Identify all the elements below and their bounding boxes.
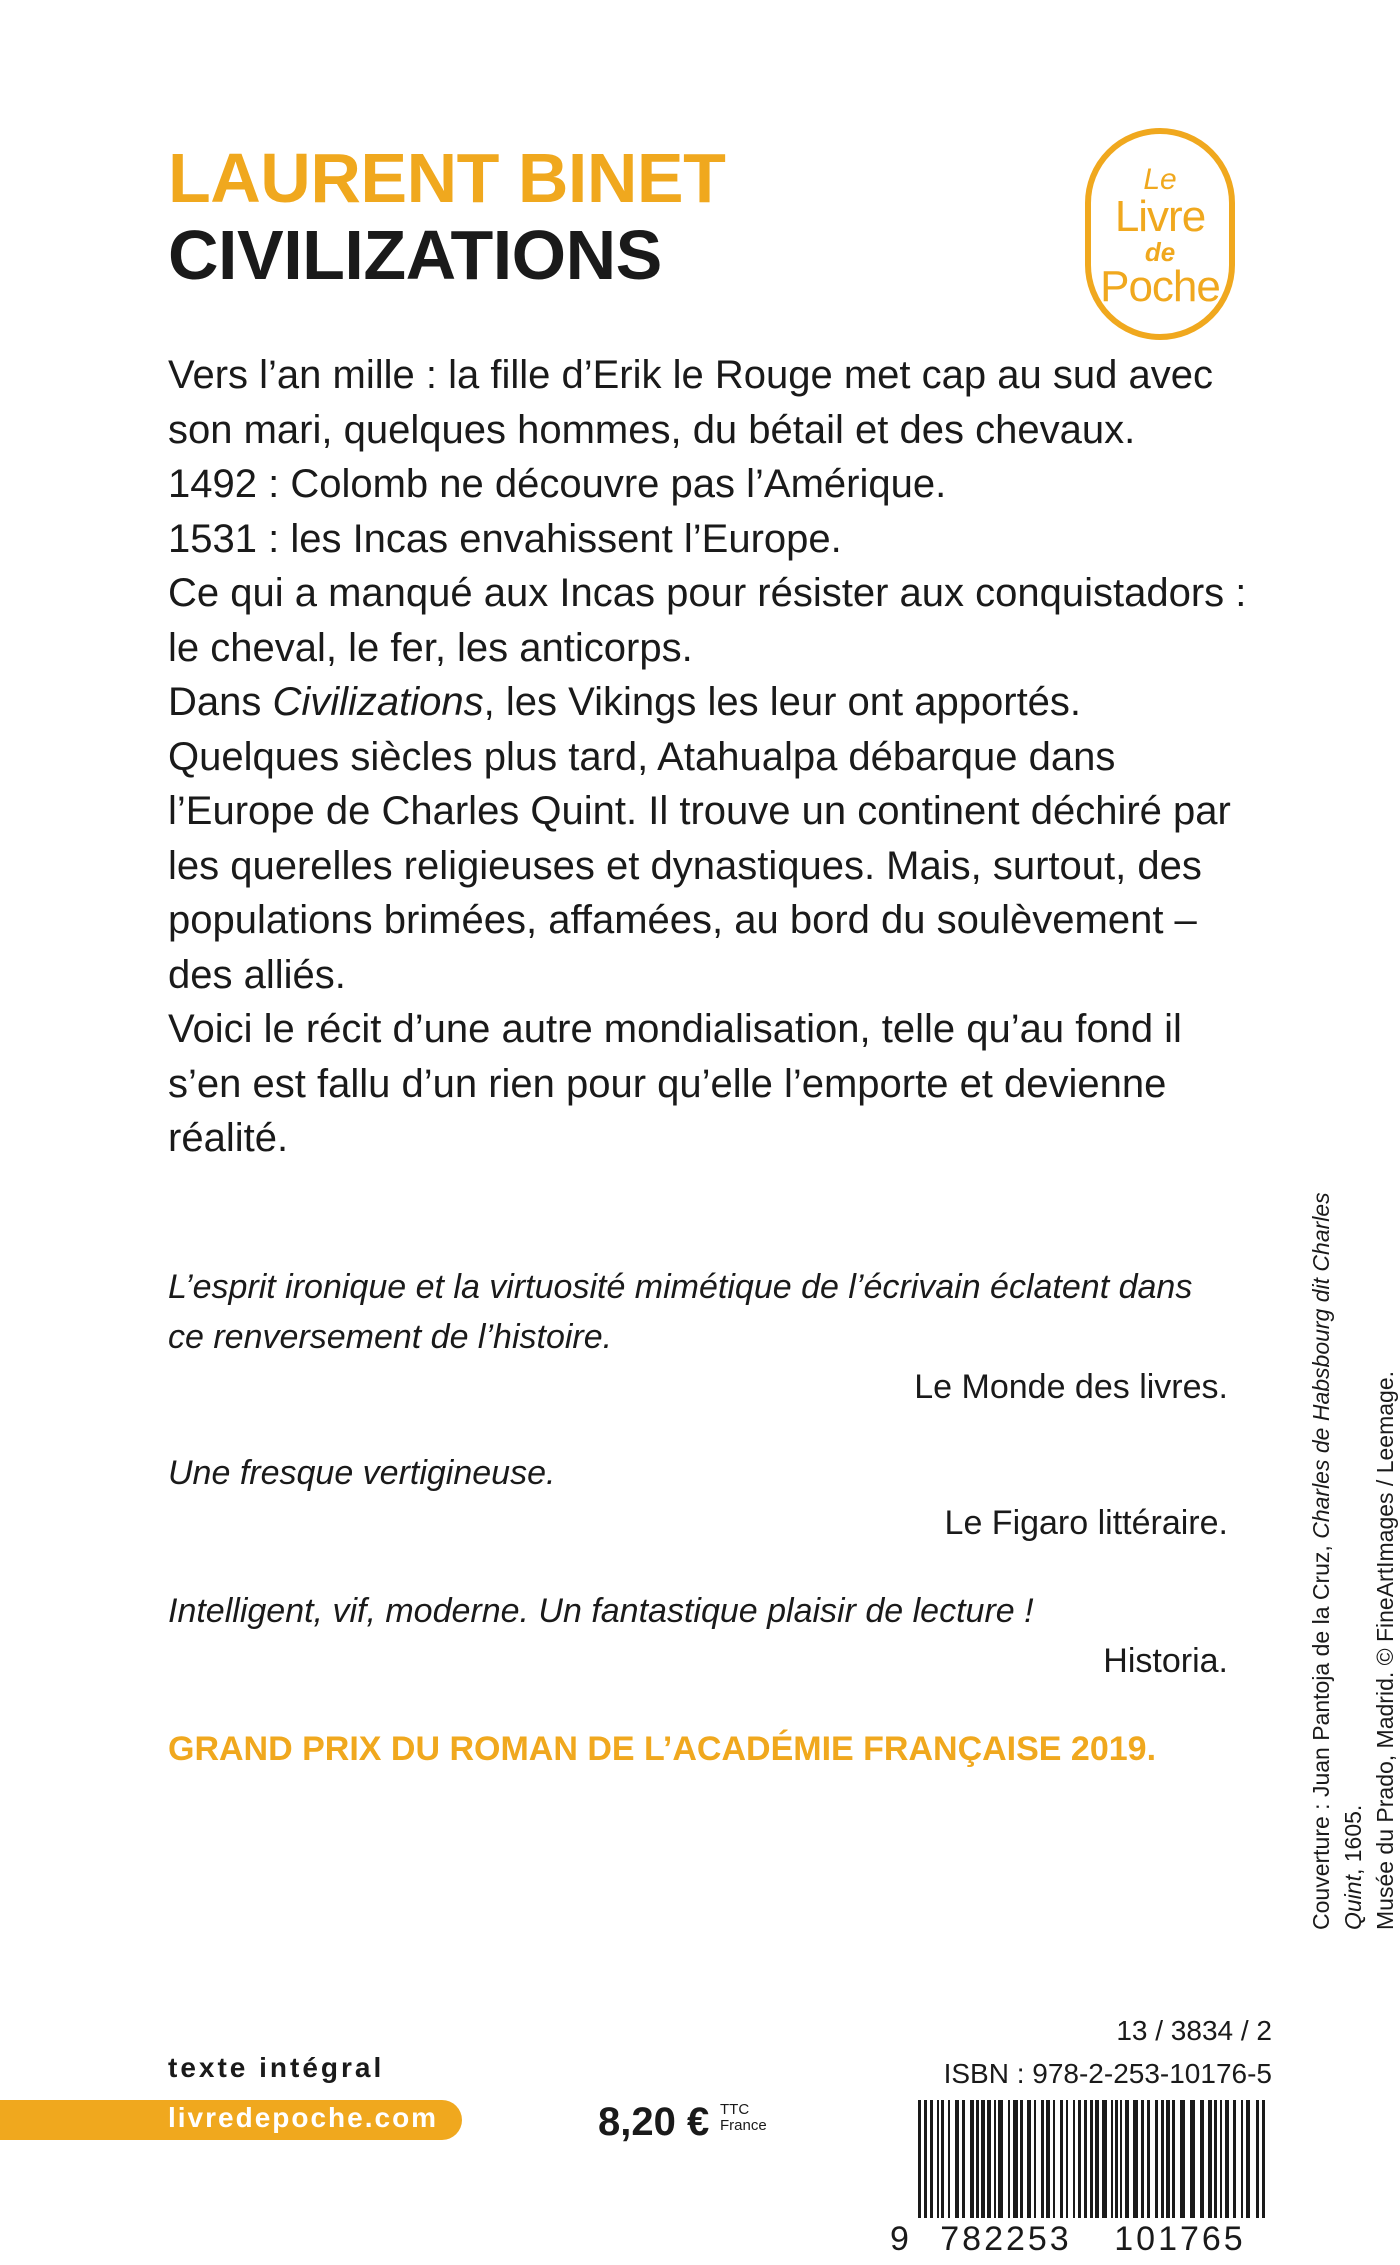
prize-banner: GRAND PRIX DU ROMAN DE L’ACADÉMIE FRANÇAISE 2019. xyxy=(168,1730,1157,1768)
review-quote: Intelligent, vif, moderne. Un fantastique plaisir de lecture ! xyxy=(168,1592,1034,1630)
barcode-bar xyxy=(948,2100,950,2218)
synopsis-paragraph: 1531 : les Incas envahissent l’Europe. xyxy=(168,516,842,561)
logo-line-2: Livre xyxy=(1114,192,1206,241)
synopsis xyxy=(168,348,1248,1166)
barcode-bar xyxy=(1060,2100,1063,2218)
barcode-bar xyxy=(1125,2100,1129,2218)
synopsis-paragraph: 1492 : Colomb ne découvre pas l’Amérique. xyxy=(168,462,947,506)
catalog-reference: 13 / 3834 / 2 xyxy=(1116,2015,1272,2046)
credit-text: , 1605. xyxy=(1340,1804,1366,1876)
barcode-bar xyxy=(1115,2100,1118,2218)
barcode-bar xyxy=(1111,2100,1113,2218)
barcode-bar xyxy=(1200,2100,1204,2218)
cover-credit xyxy=(1305,1190,1400,1930)
barcode-bar xyxy=(1041,2100,1044,2218)
barcode-bar xyxy=(987,2100,991,2218)
cover-credit-line: Musée du Prado, Madrid. © FineArtImages / Leemage. xyxy=(1372,1371,1398,1930)
barcode-bar xyxy=(1020,2100,1023,2218)
barcode-bar xyxy=(1241,2100,1243,2218)
isbn: ISBN : 978-2-253-10176-5 xyxy=(943,2058,1272,2089)
barcode-bar xyxy=(970,2100,974,2218)
barcode-bar xyxy=(1208,2100,1212,2218)
barcode-bar xyxy=(976,2100,979,2218)
barcode-bar xyxy=(1066,2100,1068,2218)
book-title: CIVILIZATIONS xyxy=(168,216,662,294)
review-quote: L’esprit ironique et la virtuosité mimétique de l’écrivain éclatent dans ce renversement de l’histoire. xyxy=(168,1268,1193,1356)
barcode-bar xyxy=(1046,2100,1050,2218)
price-tax-note xyxy=(720,2102,767,2134)
barcode-bar xyxy=(941,2100,944,2218)
barcode-bar xyxy=(1220,2100,1222,2218)
barcode-bar xyxy=(1141,2100,1144,2218)
synopsis-paragraph: Vers l’an mille : la fille d’Erik le Rouge met cap au sud avec son mari, quelques hommes, du bétail et des chevaux. xyxy=(168,353,1213,452)
review-source: Le Monde des livres. xyxy=(914,1368,1228,1406)
barcode-bar xyxy=(1246,2100,1250,2218)
barcode-bar xyxy=(1190,2100,1195,2218)
review xyxy=(168,1586,1228,1686)
texte-integral-label: texte intégral xyxy=(168,2052,385,2083)
logo-line-1: Le xyxy=(1143,163,1177,196)
barcode-digits-left: 782253 xyxy=(940,2220,1072,2256)
barcode-bar xyxy=(1166,2100,1170,2218)
barcode-bar xyxy=(998,2100,1003,2218)
synopsis-italic-title: Civilizations xyxy=(272,680,484,724)
author-name: LAURENT BINET xyxy=(168,139,726,217)
barcode-bar xyxy=(1147,2100,1150,2218)
price: 8,20 € xyxy=(598,2100,710,2144)
logo-line-4: Poche xyxy=(1100,262,1220,311)
synopsis-paragraph: Quelques siècles plus tard, Atahualpa débarque dans l’Europe de Charles Quint. Il trouve un continent déchiré par les querelles religieuses et dynastiques. Mais, surtout, des populations brimées, affamées, au bord du soulèvement – des alliés. xyxy=(168,734,1231,997)
barcode-bar xyxy=(1225,2100,1229,2218)
review xyxy=(168,1262,1228,1412)
website-banner xyxy=(0,2100,462,2140)
barcode-bar xyxy=(981,2100,985,2218)
synopsis-paragraph: Voici le récit d’une autre mondialisation, telle qu’au fond il s’en est fallu d’un rien pour qu’elle l’emporte et devienne réalité. xyxy=(168,1007,1182,1160)
credit-artwork-title: Charles de Habsbourg dit Charles Quint xyxy=(1308,1192,1366,1930)
barcode-bar xyxy=(1008,2100,1010,2218)
barcode-bar xyxy=(994,2100,996,2218)
review xyxy=(168,1448,1228,1548)
barcode-bar xyxy=(1233,2100,1236,2218)
barcode-bar xyxy=(1133,2100,1138,2218)
barcode-bar xyxy=(1214,2100,1217,2218)
barcode-bar xyxy=(1090,2100,1093,2218)
barcode-bar xyxy=(937,2100,939,2218)
review-source: Le Figaro littéraire. xyxy=(944,1504,1228,1542)
barcode-bar xyxy=(1161,2100,1164,2218)
website-link[interactable]: livredepoche.com xyxy=(168,2102,439,2133)
synopsis-paragraph xyxy=(168,675,1248,730)
barcode-bar xyxy=(1027,2100,1031,2218)
barcode-digits-right: 101765 xyxy=(1114,2220,1246,2256)
review-source: Historia. xyxy=(1103,1642,1228,1680)
barcode-bar xyxy=(1073,2100,1075,2218)
barcode-bar xyxy=(1180,2100,1185,2218)
synopsis-text: Dans xyxy=(168,680,273,724)
barcode xyxy=(888,2100,1272,2256)
ttc-label: TTC xyxy=(720,2101,750,2118)
credit-text: Couverture : Juan Pantoja de la Cruz, xyxy=(1308,1538,1334,1930)
logo-line-3: de xyxy=(1144,237,1176,267)
barcode-bar xyxy=(1053,2100,1055,2218)
barcode-bar xyxy=(1155,2100,1158,2218)
barcode-bar xyxy=(1102,2100,1107,2218)
barcode-bar xyxy=(955,2100,959,2218)
country-label: France xyxy=(720,2117,767,2134)
review-quote: Une fresque vertigineuse. xyxy=(168,1454,556,1492)
barcode-bar xyxy=(1013,2100,1018,2218)
barcode-bar xyxy=(1095,2100,1099,2218)
cover-credit-line xyxy=(1305,1190,1369,1930)
publisher-logo xyxy=(1085,128,1235,340)
synopsis-paragraph: Ce qui a manqué aux Incas pour résister aux conquistadors : le cheval, le fer, les anticorps. xyxy=(168,571,1247,670)
barcode-bar xyxy=(1172,2100,1175,2218)
barcode-bar xyxy=(1120,2100,1122,2218)
barcode-digit-first: 9 xyxy=(890,2220,909,2256)
barcode-bar xyxy=(930,2100,933,2218)
synopsis-text: , les Vikings les leur ont apportés. xyxy=(483,680,1082,724)
barcode-bar xyxy=(1034,2100,1036,2218)
barcode-bar xyxy=(962,2100,965,2218)
